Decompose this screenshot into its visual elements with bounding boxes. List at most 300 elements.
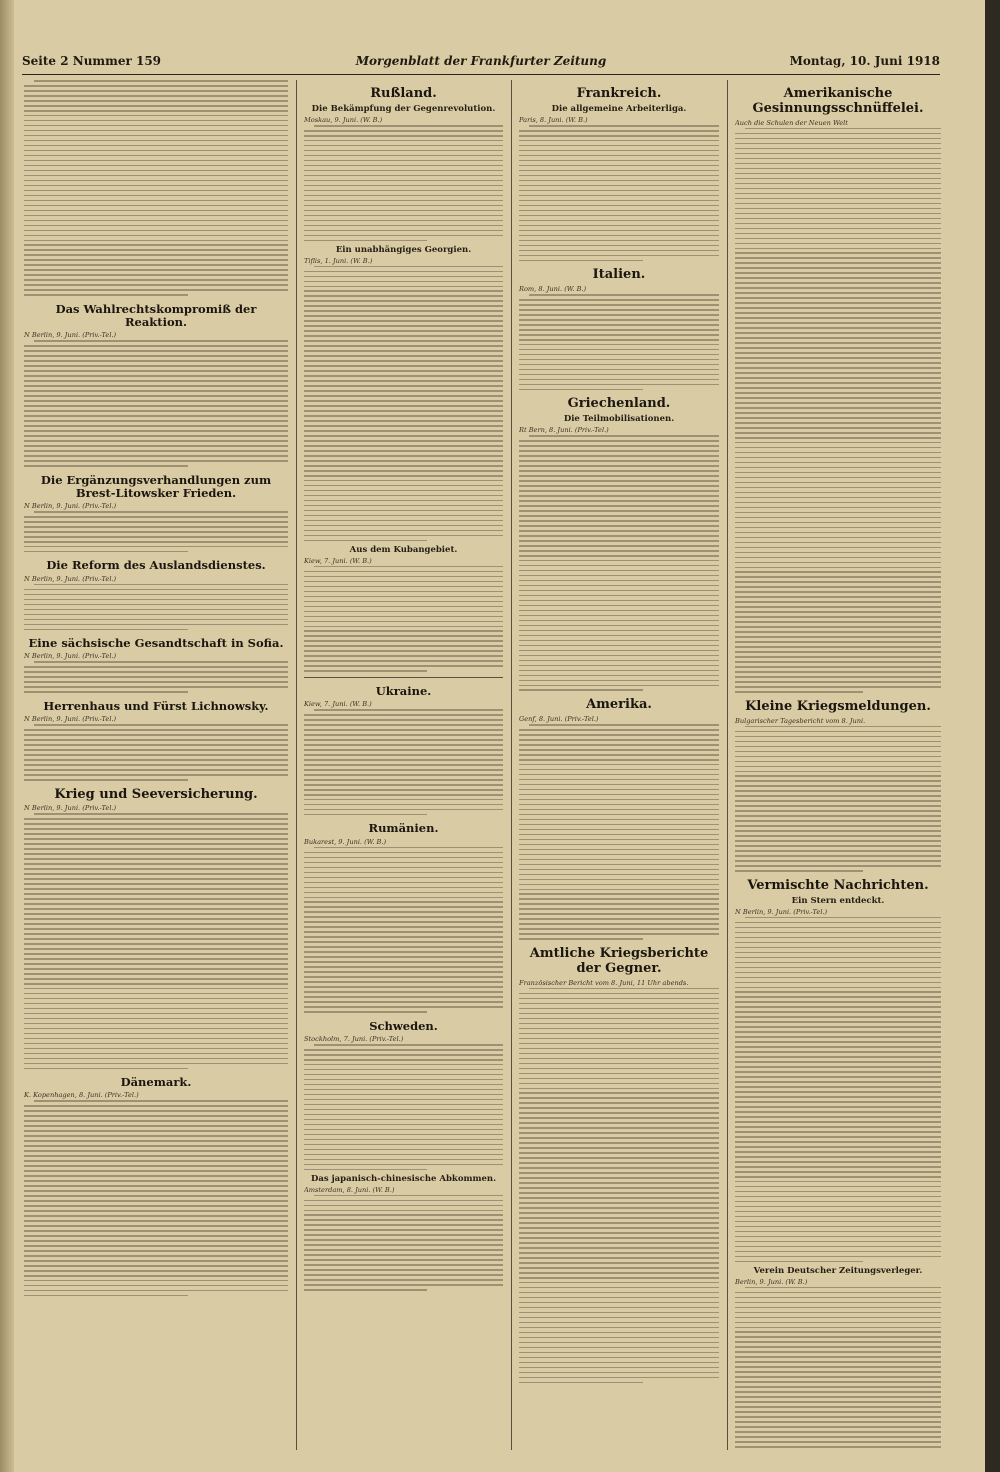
text-line (519, 1282, 719, 1284)
text-line (24, 1180, 288, 1182)
text-line (519, 1162, 719, 1164)
text-line (519, 235, 719, 237)
text-line (24, 395, 288, 397)
text-line (24, 195, 288, 197)
text-line (735, 252, 941, 254)
text-line (519, 680, 719, 682)
text-line (735, 626, 941, 628)
text-line (304, 951, 503, 953)
text-line (519, 754, 719, 756)
issue-date: Montag, 10. Juni 1918 (789, 54, 940, 68)
text-line (304, 814, 427, 816)
text-line (519, 1307, 719, 1309)
text-line (304, 495, 503, 497)
text-line (735, 1426, 941, 1428)
text-line (519, 190, 719, 192)
text-line (519, 993, 719, 995)
text-line (304, 1104, 503, 1106)
text-line (735, 1056, 941, 1058)
text-line (24, 279, 288, 281)
text-line (304, 996, 503, 998)
text-line (24, 400, 288, 402)
dateline: Tiflis, 1. Juni. (W. B.) (304, 256, 373, 265)
text-line (735, 636, 941, 638)
text-line (304, 591, 503, 593)
body-text (304, 125, 503, 241)
text-line (24, 1038, 288, 1040)
text-line (735, 1246, 941, 1248)
text-line (304, 350, 503, 352)
text-line (529, 724, 719, 726)
text-line (304, 714, 503, 716)
text-line (735, 646, 941, 648)
column-4 (735, 80, 941, 1450)
text-line (735, 1031, 941, 1033)
text-line (304, 175, 503, 177)
text-line (304, 195, 503, 197)
text-line (735, 402, 941, 404)
text-line (304, 660, 503, 662)
text-line (519, 819, 719, 821)
text-line (314, 847, 503, 849)
text-line (519, 1217, 719, 1219)
text-line (519, 165, 719, 167)
text-line (304, 395, 503, 397)
text-line (24, 1205, 288, 1207)
text-line (735, 1221, 941, 1223)
text-line (519, 784, 719, 786)
article-subheading: Das japanisch-chinesische Abkommen. (310, 1173, 497, 1184)
text-line (304, 540, 427, 542)
text-line (304, 335, 503, 337)
text-line (304, 981, 503, 983)
text-line (735, 497, 941, 499)
text-line (24, 531, 288, 533)
text-line (519, 1317, 719, 1319)
text-line (304, 946, 503, 948)
text-line (304, 1006, 503, 1008)
text-line (529, 988, 719, 990)
body-text (519, 435, 719, 691)
text-line (519, 319, 719, 321)
text-line (519, 804, 719, 806)
text-line (735, 1297, 941, 1299)
text-line (735, 1021, 941, 1023)
text-line (735, 957, 941, 959)
text-line (735, 228, 941, 230)
text-line (519, 230, 719, 232)
text-line (735, 952, 941, 954)
text-line (519, 1202, 719, 1204)
text-line (24, 244, 288, 246)
text-line (519, 555, 719, 557)
text-line (24, 1265, 288, 1267)
text-line (304, 360, 503, 362)
text-line (304, 160, 503, 162)
text-line (24, 350, 288, 352)
text-line (519, 1063, 719, 1065)
text-line (519, 769, 719, 771)
text-line (519, 309, 719, 311)
text-line (519, 1147, 719, 1149)
text-line (735, 591, 941, 593)
text-line (314, 566, 503, 568)
text-line (735, 1001, 941, 1003)
text-line (519, 1277, 719, 1279)
text-line (519, 918, 719, 920)
text-line (519, 1292, 719, 1294)
text-line (304, 1084, 503, 1086)
text-line (304, 235, 503, 237)
text-line (735, 183, 941, 185)
text-line (735, 741, 941, 743)
text-line (24, 691, 188, 693)
text-line (519, 1003, 719, 1005)
text-line (519, 450, 719, 452)
text-line (304, 510, 503, 512)
text-line (519, 739, 719, 741)
text-line (304, 1079, 503, 1081)
text-line (735, 487, 941, 489)
text-line (735, 382, 941, 384)
text-line (519, 1192, 719, 1194)
section-heading: Ukraine. (375, 683, 432, 698)
text-line (304, 764, 503, 766)
text-line (735, 1086, 941, 1088)
text-line (735, 1366, 941, 1368)
text-line (519, 630, 719, 632)
text-line (304, 490, 503, 492)
page-spine-shadow (0, 0, 14, 1472)
text-line (519, 475, 719, 477)
text-line (304, 971, 503, 973)
text-line (519, 625, 719, 627)
text-line (24, 868, 288, 870)
text-line (24, 390, 288, 392)
text-line (735, 845, 941, 847)
body-text (24, 724, 288, 780)
text-line (735, 143, 941, 145)
text-line (735, 1312, 941, 1314)
text-line (735, 1441, 941, 1443)
text-line (304, 225, 503, 227)
text-line (24, 833, 288, 835)
text-line (735, 656, 941, 658)
column-rule (727, 80, 728, 1450)
text-line (519, 1342, 719, 1344)
text-line (304, 200, 503, 202)
text-line (519, 250, 719, 252)
text-line (24, 1195, 288, 1197)
text-line (529, 125, 719, 127)
text-line (304, 670, 427, 672)
text-line (24, 779, 188, 781)
text-line (735, 1196, 941, 1198)
text-line (519, 1068, 719, 1070)
text-line (304, 906, 503, 908)
text-line (24, 1140, 288, 1142)
text-line (735, 1111, 941, 1113)
text-line (24, 1028, 288, 1030)
text-line (34, 340, 288, 342)
article-heading: Die Ergänzungsverhandlungen zum Brest-Litowsker Frieden. (40, 472, 272, 500)
text-line (24, 903, 288, 905)
text-line (519, 545, 719, 547)
text-line (24, 225, 288, 227)
text-line (735, 188, 941, 190)
text-line (735, 1416, 941, 1418)
text-line (735, 1066, 941, 1068)
text-line (24, 686, 288, 688)
text-line (24, 963, 288, 965)
text-line (24, 546, 288, 548)
text-line (519, 185, 719, 187)
text-line (735, 1381, 941, 1383)
text-line (735, 1101, 941, 1103)
text-line (735, 193, 941, 195)
text-line (519, 689, 643, 691)
text-line (735, 800, 941, 802)
text-line (304, 1049, 503, 1051)
text-line (735, 731, 941, 733)
text-line (304, 1254, 503, 1256)
body-text (735, 726, 941, 872)
text-line (735, 178, 941, 180)
article-subheading: Die allgemeine Arbeiterliga. (551, 103, 687, 114)
text-line (24, 749, 288, 751)
text-line (735, 1216, 941, 1218)
text-line (519, 744, 719, 746)
text-line (519, 839, 719, 841)
text-line (24, 604, 288, 606)
text-line (735, 1346, 941, 1348)
text-line (519, 195, 719, 197)
text-line (519, 550, 719, 552)
text-line (735, 347, 941, 349)
text-line (735, 621, 941, 623)
text-line (519, 933, 719, 935)
text-line (519, 359, 719, 361)
text-line (24, 385, 288, 387)
text-line (304, 630, 503, 632)
text-line (304, 135, 503, 137)
text-line (304, 1011, 427, 1013)
text-line (735, 1141, 941, 1143)
text-line (24, 943, 288, 945)
text-line (304, 300, 503, 302)
text-line (735, 972, 941, 974)
text-line (304, 400, 503, 402)
text-line (735, 238, 941, 240)
text-line (735, 942, 941, 944)
text-line (24, 968, 288, 970)
text-line (519, 344, 719, 346)
text-line (24, 1185, 288, 1187)
text-line (519, 1038, 719, 1040)
text-line (735, 810, 941, 812)
text-line (304, 872, 503, 874)
text-line (24, 624, 288, 626)
text-line (519, 729, 719, 731)
text-line (304, 1274, 503, 1276)
text-line (24, 898, 288, 900)
text-line (24, 928, 288, 930)
article-subheading: Ein unabhängiges Georgien. (335, 244, 472, 255)
text-line (24, 215, 288, 217)
text-line (24, 200, 288, 202)
text-line (304, 480, 503, 482)
text-line (304, 616, 503, 618)
text-line (735, 927, 941, 929)
text-line (735, 1251, 941, 1253)
text-line (519, 859, 719, 861)
text-line (304, 581, 503, 583)
body-text (304, 709, 503, 815)
text-line (735, 1391, 941, 1393)
text-line (519, 1088, 719, 1090)
text-line (24, 1250, 288, 1252)
text-line (519, 215, 719, 217)
text-line (735, 213, 941, 215)
text-line (735, 601, 941, 603)
text-line (519, 515, 719, 517)
text-line (304, 286, 503, 288)
text-line (304, 355, 503, 357)
text-line (304, 180, 503, 182)
dateline: Paris, 8. Juni. (W. B.) (519, 115, 588, 124)
text-line (24, 105, 288, 107)
text-line (304, 650, 503, 652)
text-line (304, 380, 503, 382)
text-line (735, 835, 941, 837)
text-line (519, 180, 719, 182)
text-line (519, 998, 719, 1000)
text-line (735, 223, 941, 225)
text-line (24, 948, 288, 950)
text-line (519, 1092, 719, 1094)
column-1 (24, 80, 288, 1450)
text-line (519, 1297, 719, 1299)
text-line (24, 1245, 288, 1247)
text-line (735, 1411, 941, 1413)
text-line (735, 1236, 941, 1238)
text-line (304, 571, 503, 573)
text-line (735, 1302, 941, 1304)
text-line (519, 1322, 719, 1324)
text-line (519, 225, 719, 227)
text-line (304, 325, 503, 327)
text-line (304, 405, 503, 407)
text-line (519, 530, 719, 532)
text-line (735, 1166, 941, 1168)
text-line (24, 425, 288, 427)
body-text (735, 1287, 941, 1450)
text-line (24, 1008, 288, 1010)
text-line (24, 375, 288, 377)
text-line (735, 1327, 941, 1329)
text-line (24, 100, 288, 102)
text-line (24, 853, 288, 855)
text-line (304, 754, 503, 756)
text-line (24, 1215, 288, 1217)
text-line (735, 651, 941, 653)
text-line (519, 1172, 719, 1174)
text-line (519, 1182, 719, 1184)
text-line (304, 991, 503, 993)
text-line (735, 785, 941, 787)
text-line (24, 1230, 288, 1232)
text-line (24, 754, 288, 756)
text-line (735, 1016, 941, 1018)
text-line (519, 1157, 719, 1159)
text-line (735, 233, 941, 235)
text-line (735, 576, 941, 578)
text-line (735, 1322, 941, 1324)
text-line (24, 1220, 288, 1222)
text-line (304, 1124, 503, 1126)
text-line (735, 736, 941, 738)
text-line (519, 1267, 719, 1269)
text-line (304, 862, 503, 864)
text-line (304, 1229, 503, 1231)
text-line (519, 540, 719, 542)
text-line (735, 357, 941, 359)
text-line (519, 170, 719, 172)
text-line (24, 848, 288, 850)
article-heading: Krieg und Seeversicherung. (54, 786, 258, 802)
text-line (519, 665, 719, 667)
body-text (24, 511, 288, 552)
text-line (519, 1152, 719, 1154)
text-line (24, 1210, 288, 1212)
text-line (24, 888, 288, 890)
text-line (735, 780, 941, 782)
section-heading: Italien. (592, 267, 646, 283)
text-line (519, 605, 719, 607)
dateline: Kiew, 7. Juni. (W. B.) (304, 556, 372, 565)
text-line (304, 440, 503, 442)
text-line (304, 1139, 503, 1141)
text-line (519, 1362, 719, 1364)
text-line (519, 510, 719, 512)
text-line (735, 287, 941, 289)
text-line (24, 410, 288, 412)
text-line (735, 1292, 941, 1294)
text-line (304, 1001, 503, 1003)
text-line (304, 1154, 503, 1156)
text-line (24, 190, 288, 192)
text-line (24, 666, 288, 668)
text-line (304, 205, 503, 207)
body-text (24, 661, 288, 693)
text-line (304, 1119, 503, 1121)
text-line (24, 958, 288, 960)
text-line (24, 1003, 288, 1005)
body-text (519, 294, 719, 390)
text-line (735, 937, 941, 939)
text-line (34, 661, 288, 663)
text-line (24, 165, 288, 167)
dateline: Stockholm, 7. Juni. (Priv.-Tel.) (304, 1034, 404, 1043)
text-line (304, 769, 503, 771)
text-line (519, 879, 719, 881)
text-line (304, 724, 503, 726)
text-line (24, 1165, 288, 1167)
section-heading: Kleine Kriegsmeldungen. (745, 698, 931, 714)
text-line (304, 375, 503, 377)
text-line (735, 1406, 941, 1408)
text-line (304, 655, 503, 657)
